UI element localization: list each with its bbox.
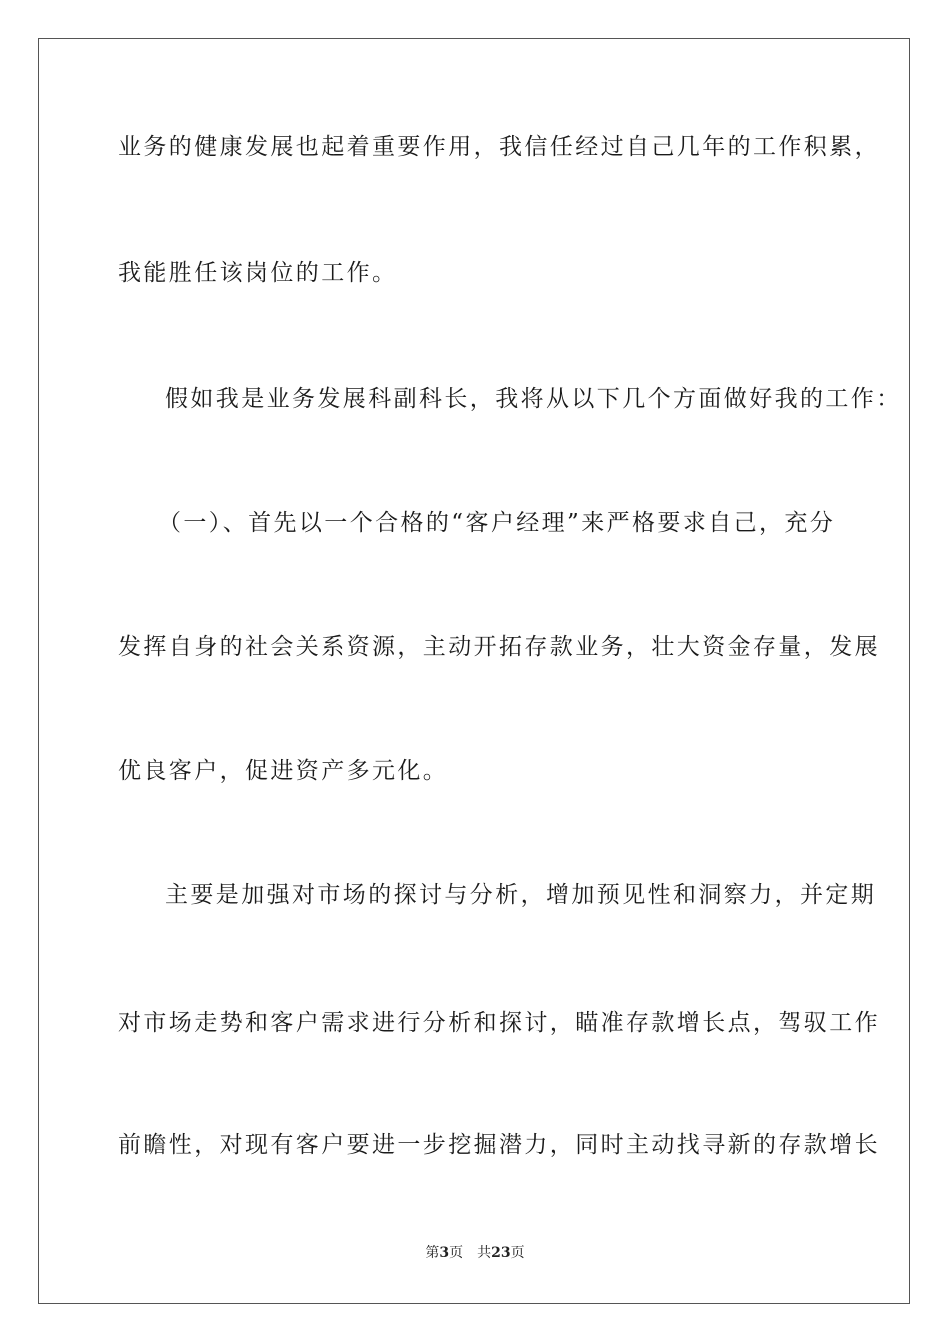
text-line-1: 业务的健康发展也起着重要作用，我信任经过自己几年的工作积累， bbox=[118, 134, 880, 160]
page-suffix: 页 bbox=[449, 1245, 464, 1261]
page-footer bbox=[0, 1244, 950, 1262]
text-line-7: 主要是加强对市场的探讨与分析，增加预见性和洞察力，并定期 bbox=[165, 882, 877, 908]
page-border bbox=[38, 38, 910, 1304]
page-prefix: 第 bbox=[425, 1245, 440, 1261]
total-suffix: 页 bbox=[510, 1245, 525, 1261]
text-line-8: 对市场走势和客户需求进行分析和探讨，瞄准存款增长点，驾驭工作 bbox=[118, 1010, 880, 1036]
text-line-4: （一）、首先以一个合格的“客户经理”来严格要求自己，充分 bbox=[158, 510, 836, 536]
page-number: 3 bbox=[439, 1245, 450, 1261]
total-prefix: 共 bbox=[477, 1245, 492, 1261]
text-line-2: 我能胜任该岗位的工作。 bbox=[118, 260, 398, 286]
total-pages: 23 bbox=[491, 1245, 511, 1261]
text-line-3: 假如我是业务发展科副科长，我将从以下几个方面做好我的工作： bbox=[165, 386, 902, 412]
text-line-5: 发挥自身的社会关系资源，主动开拓存款业务，壮大资金存量，发展 bbox=[118, 634, 880, 660]
text-line-9: 前瞻性，对现有客户要进一步挖掘潜力，同时主动找寻新的存款增长 bbox=[118, 1132, 880, 1158]
text-line-6: 优良客户，促进资产多元化。 bbox=[118, 758, 449, 784]
